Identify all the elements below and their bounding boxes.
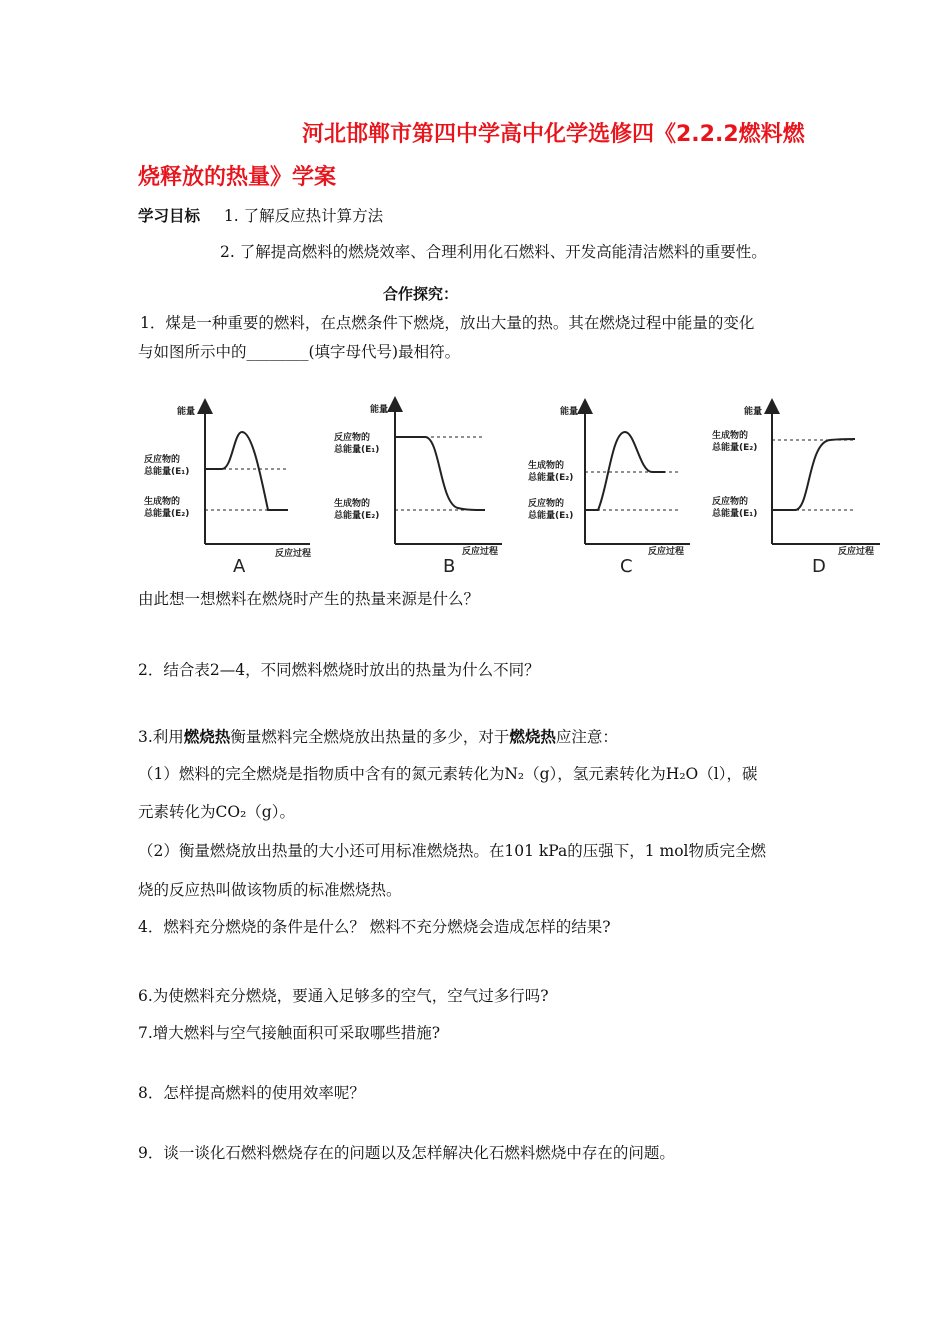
question-3-middle: 衡量燃料完全燃烧放出热量的多少，对于 bbox=[230, 728, 510, 746]
question-1-line1: 1．煤是一种重要的燃料，在点燃条件下燃烧，放出大量的热。其在燃烧过程中能量的变化 bbox=[140, 314, 755, 332]
chart-b bbox=[334, 403, 502, 577]
question-3-suffix: 应注意： bbox=[555, 728, 618, 746]
question-3-prefix: 3.利用 bbox=[138, 728, 184, 746]
question-3-term: 燃烧热 bbox=[183, 728, 231, 746]
chart-b-lower-label-2: 总能量(E₂) bbox=[334, 511, 380, 521]
chart-c-lower-label-1: 反应物的 bbox=[528, 499, 565, 509]
question-1-line2: 与如图所示中的________(填字母代号)最相符。 bbox=[138, 343, 461, 361]
question-6: 6.为使燃料充分燃烧，要通入足够多的空气，空气过多行吗? bbox=[138, 987, 549, 1005]
chart-d-letter: D bbox=[812, 556, 826, 577]
page-title-line2: 烧释放的热量》学案 bbox=[138, 165, 337, 190]
question-7: 7.增大燃料与空气接触面积可采取哪些措施? bbox=[138, 1024, 441, 1042]
chart-b-letter: B bbox=[443, 556, 456, 577]
chart-c-lower-label-2: 总能量(E₁) bbox=[528, 511, 574, 521]
objective-1: 1. 了解反应热计算方法 bbox=[223, 207, 384, 225]
chart-d-upper-label-1: 生成物的 bbox=[712, 431, 749, 441]
chart-d-upper-label-2: 总能量(E₂) bbox=[712, 443, 758, 453]
chart-a-upper-label-1: 反应物的 bbox=[144, 455, 181, 465]
question-3-point2-line1: （2）衡量燃烧放出热量的大小还可用标准燃烧热。在101 kPa的压强下，1 mol物质完全燃 bbox=[138, 842, 767, 860]
chart-b-y-axis: 能量 bbox=[370, 405, 389, 415]
chart-c-upper-label-1: 生成物的 bbox=[528, 461, 565, 471]
chart-a-letter: A bbox=[233, 556, 246, 577]
question-3 bbox=[138, 730, 618, 746]
chart-a bbox=[144, 405, 311, 577]
chart-a-x-axis: 反应过程 bbox=[275, 549, 312, 559]
question-1-followup: 由此想一想燃料在燃烧时产生的热量来源是什么？ bbox=[138, 590, 480, 608]
chart-a-lower-label-1: 生成物的 bbox=[144, 497, 181, 507]
chart-d-y-axis: 能量 bbox=[744, 407, 763, 417]
chart-c-x-axis: 反应过程 bbox=[648, 547, 685, 557]
objectives-label: 学习目标 bbox=[138, 207, 201, 225]
question-3-point2-line2: 烧的反应热叫做该物质的标准燃烧热。 bbox=[138, 881, 402, 899]
chart-d bbox=[712, 405, 880, 577]
chart-a-upper-label-2: 总能量(E₁) bbox=[144, 467, 190, 477]
question-4: 4．燃料充分燃烧的条件是什么？ 燃料不充分燃烧会造成怎样的结果? bbox=[138, 918, 611, 936]
chart-b-upper-label-2: 总能量(E₁) bbox=[334, 445, 380, 455]
energy-diagrams bbox=[140, 392, 885, 584]
question-3-term-2: 燃烧热 bbox=[509, 728, 556, 746]
question-3-point1-line1: （1）燃料的完全燃烧是指物质中含有的氮元素转化为N₂（g），氢元素转化为H₂O（l），碳 bbox=[138, 765, 758, 783]
question-9: 9．谈一谈化石燃料燃烧存在的问题以及怎样解决化石燃料燃烧中存在的问题。 bbox=[138, 1144, 675, 1162]
chart-b-lower-label-1: 生成物的 bbox=[334, 499, 371, 509]
section-heading: 合作探究： bbox=[383, 285, 459, 303]
chart-b-x-axis: 反应过程 bbox=[462, 547, 499, 557]
chart-a-lower-label-2: 总能量(E₂) bbox=[144, 509, 190, 519]
objectives bbox=[138, 209, 383, 225]
question-8: 8．怎样提高燃料的使用效率呢？ bbox=[138, 1084, 365, 1102]
chart-a-y-axis: 能量 bbox=[177, 407, 196, 417]
question-2: 2．结合表2—4，不同燃料燃烧时放出的热量为什么不同？ bbox=[138, 661, 540, 679]
objective-2: 2. 了解提高燃料的燃烧效率、合理利用化石燃料、开发高能清洁燃料的重要性。 bbox=[220, 243, 767, 261]
chart-b-upper-label-1: 反应物的 bbox=[334, 433, 371, 443]
page-title-line1: 河北邯郸市第四中学高中化学选修四《2.2.2燃料燃 bbox=[302, 122, 805, 147]
chart-d-lower-label-2: 总能量(E₁) bbox=[712, 509, 758, 519]
chart-d-x-axis: 反应过程 bbox=[838, 547, 875, 557]
chart-c-upper-label-2: 总能量(E₂) bbox=[528, 473, 574, 483]
chart-c bbox=[528, 405, 690, 577]
question-3-point1-line2: 元素转化为CO₂（g）。 bbox=[138, 803, 295, 821]
chart-c-letter: C bbox=[620, 556, 633, 577]
chart-c-y-axis: 能量 bbox=[560, 407, 579, 417]
chart-d-lower-label-1: 反应物的 bbox=[712, 497, 749, 507]
